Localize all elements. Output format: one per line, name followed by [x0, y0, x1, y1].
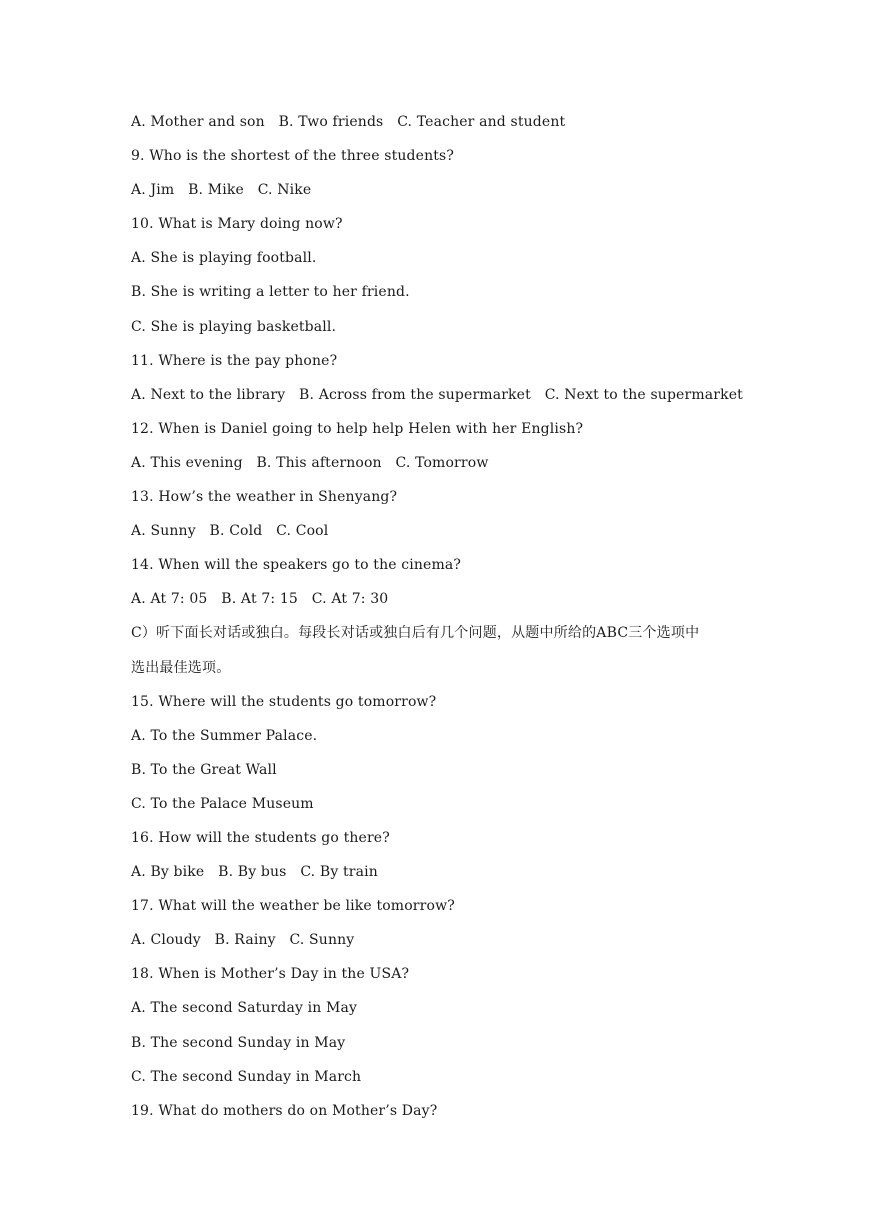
- q10-option-a: A. She is playing football.: [131, 250, 317, 267]
- q8-options: A. Mother and son B. Two friends C. Teacher and student: [131, 114, 566, 130]
- q12-options: A. This evening B. This afternoon C. Tomorrow: [131, 454, 489, 471]
- q11-question: 11. Where is the pay phone?: [131, 352, 338, 369]
- q10-option-c: C. She is playing basketball.: [131, 318, 337, 335]
- q18-option-b: B. The second Sunday in May: [131, 1034, 346, 1051]
- q15-option-a: A. To the Summer Palace.: [131, 727, 318, 744]
- q18-option-c: C. The second Sunday in March: [131, 1068, 362, 1085]
- q18-question: 18. When is Mother’s Day in the USA?: [131, 966, 410, 983]
- q15-question: 15. Where will the students go tomorrow?: [131, 693, 437, 710]
- section-c-instruction-line-2: 选出最佳选项。: [131, 659, 231, 676]
- q15-option-c: C. To the Palace Museum: [131, 795, 314, 812]
- q10-option-b: B. She is writing a letter to her friend.: [131, 284, 410, 301]
- document-body: [131, 110, 771, 1133]
- q13-options: A. Sunny B. Cold C. Cool: [131, 523, 329, 540]
- q13-question: 13. How’s the weather in Shenyang?: [131, 489, 398, 506]
- q16-question: 16. How will the students go there?: [131, 829, 390, 846]
- q14-options: A. At 7: 05 B. At 7: 15 C. At 7: 30: [131, 591, 389, 608]
- q14-question: 14. When will the speakers go to the cinema?: [131, 557, 462, 574]
- q15-option-b: B. To the Great Wall: [131, 761, 277, 778]
- q12-question: 12. When is Daniel going to help help Helen with her English?: [131, 420, 584, 437]
- section-c-instruction-line-1: C）听下面长对话或独白。每段长对话或独白后有几个问题，从题中所给的ABC三个选项中: [131, 625, 700, 642]
- q9-options: A. Jim B. Mike C. Nike: [131, 182, 312, 199]
- q16-options: A. By bike B. By bus C. By train: [131, 864, 378, 881]
- q19-question: 19. What do mothers do on Mother’s Day?: [131, 1102, 438, 1119]
- q17-options: A. Cloudy B. Rainy C. Sunny: [131, 932, 355, 949]
- q9-question: 9. Who is the shortest of the three students?: [131, 148, 455, 165]
- q10-question: 10. What is Mary doing now?: [131, 216, 343, 233]
- q17-question: 17. What will the weather be like tomorrow?: [131, 898, 455, 915]
- q18-option-a: A. The second Saturday in May: [131, 1000, 358, 1017]
- q11-options: A. Next to the library B. Across from the supermarket C. Next to the supermarket: [131, 386, 743, 403]
